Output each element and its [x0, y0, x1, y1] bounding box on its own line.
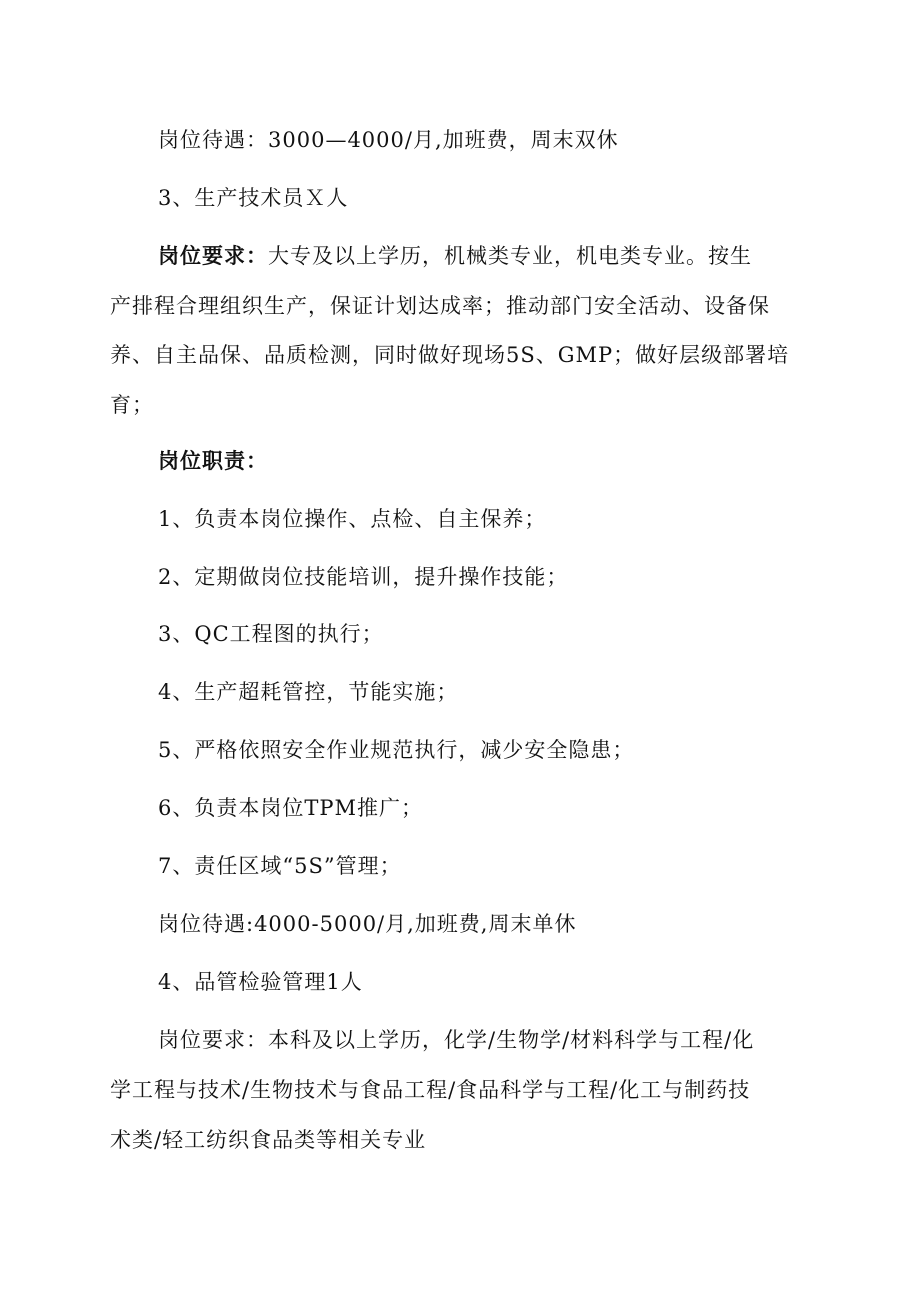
section-4-heading: 4、品管检验管理1人 — [158, 970, 363, 994]
duty-item-4: 4、生产超耗管控，节能实施； — [158, 680, 459, 704]
requirements-text-1: 大专及以上学历，机械类专业，机电类专业。按生 — [268, 244, 752, 268]
duty-item-3: 3、QC工程图的执行； — [158, 622, 384, 646]
duty-item-2: 2、定期做岗位技能培训，提升操作技能； — [158, 565, 569, 589]
section-3-salary-line: 岗位待遇:4000-5000/月,加班费,周末单休 — [158, 912, 577, 936]
section-3-requirements-line-3: 养、自主品保、品质检测，同时做好现场5S、GMP；做好层级部署培 — [110, 343, 790, 367]
section-4-requirements-line-1: 岗位要求：本科及以上学历，化学/生物学/材料科学与工程/化 — [158, 1028, 755, 1052]
section-3-requirements-line-1 — [158, 242, 752, 270]
duty-item-1: 1、负责本岗位操作、点检、自主保养； — [158, 507, 547, 531]
section-3-requirements-line-2: 产排程合理组织生产，保证计划达成率；推动部门安全活动、设备保 — [110, 294, 770, 318]
section-3-heading: 3、生产技术员Ｘ人 — [158, 186, 349, 210]
prev-salary-line: 岗位待遇：3000—4000/月,加班费，周末双休 — [158, 128, 619, 152]
duty-item-6: 6、负责本岗位TPM推广； — [158, 796, 423, 820]
duties-label: 岗位职责： — [158, 448, 268, 473]
requirements-label: 岗位要求： — [158, 243, 268, 268]
section-3-requirements-line-4: 育； — [110, 393, 154, 417]
section-4-requirements-line-2: 学工程与技术/生物技术与食品工程/食品科学与工程/化工与制药技 — [110, 1078, 751, 1102]
duty-item-5: 5、严格依照安全作业规范执行，减少安全隐患； — [158, 738, 635, 762]
section-4-requirements-line-3: 术类/轻工纺织食品类等相关专业 — [110, 1128, 427, 1152]
duty-item-7: 7、责任区域“5S”管理； — [158, 854, 402, 878]
